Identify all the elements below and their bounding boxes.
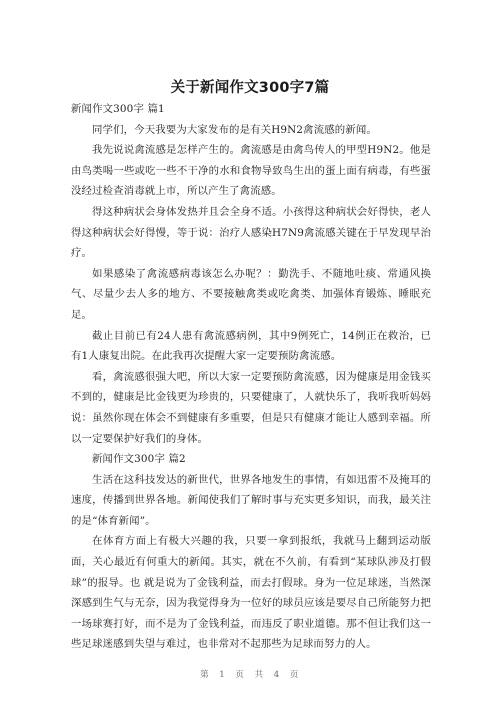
paragraph: 我先说说禽流感是怎样产生的。禽流感是由禽鸟传人的甲型H9N2。他是由鸟类喝一些或吃一些不干净的水和食物导致鸟生出的蛋上面有病毒，有些蛋没经过检查消毒就上市，所以产生了禽流感。 <box>71 144 431 198</box>
paragraph: 在体育方面上有极大兴趣的我，只要一拿到报纸，我就马上翻到运动版面，关心最近有何重大的新闻。其实，就在不久前，有看到“某球队涉及打假球”的报导。也 就是说为了金钱利益，而去打假球。身为一位足球迷，当然深深感到生气与无奈，因为我觉得身为一位好的球员应该是要尽自己所能努力把一场球赛打好，而不是为了金钱利益，而违反了职业道德。那不但让我们这一些足球迷感到失望与难过，也非常对不起那些为足球而努力的人。 <box>71 535 431 651</box>
paragraph: 看，禽流感很强大吧，所以大家一定要预防禽流感，因为健康是用金钱买不到的，健康是比金钱更为珍贵的，只要健康了，人就快乐了，我听我听妈妈说：虽然你现在体会不到健康有多重要，但是只有健康才能让人感到幸福。所以一定要保护好我们的身体。 <box>71 370 431 445</box>
document-body <box>71 99 431 655</box>
page-number: 第 1 页 共 4 页 <box>200 670 300 680</box>
paragraph: 同学们，今天我要为大家发布的是有关H9N2禽流感的新闻。 <box>92 123 377 136</box>
paragraph: 生活在这科技发达的新世代，世界各地发生的事情，有如迅雷不及掩耳的速度，传播到世界各地。新闻使我们了解时事与充实更多知识，而我，最关注的是“体育新闻”。 <box>71 473 431 527</box>
section-heading: 新闻作文300字 篇2 <box>92 453 186 466</box>
section-heading: 新闻作文300字 篇1 <box>71 103 165 115</box>
document-title: 关于新闻作文300字7篇 <box>170 80 330 96</box>
paragraph: 截止目前已有24人患有禽流感病例，其中9例死亡，14例正在救治，已有1人康复出院。在此我再次提醒大家一定要预防禽流感。 <box>71 329 431 363</box>
paragraph: 如果感染了禽流感病毒该怎么办呢？：勤洗手、不随地吐痰、常通风换气、尽量少去人多的地方、不要接触禽类或吃禽类、加强体育锻炼、睡眠充足。 <box>71 267 431 321</box>
paragraph: 得这种病状会身体发热并且会全身不适。小孩得这种病状会好得快，老人得这种病状会好得慢，等于说：治疗人感染H7N9禽流感关键在于早发现早治疗。 <box>71 205 431 260</box>
